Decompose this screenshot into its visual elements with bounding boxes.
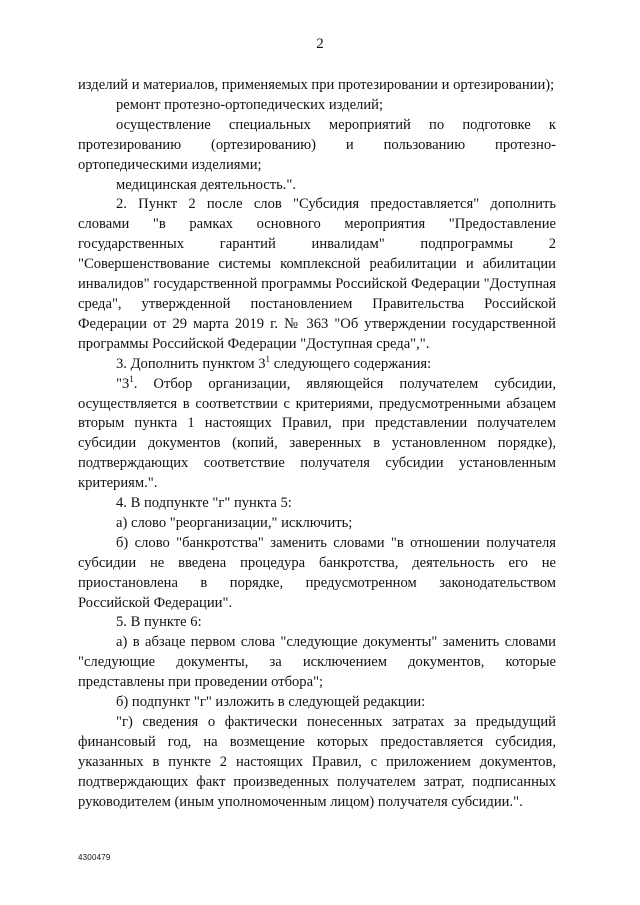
paragraph: осуществление специальных мероприятий по подготовке к протезированию (ортезированию) и пользованию протезно-ортопедическими изделиями; [78, 116, 556, 173]
paragraph: б) слово "банкротства" заменить словами "в отношении получателя субсидии не введена процедура банкротства, деятельность его не приостановлена в порядке, предусмотренном законодательством Российской Федерации". [78, 534, 556, 611]
paragraph: 4. В подпункте "г" пункта 5: [116, 495, 292, 512]
paragraph-text: . Отбор организации, являющейся получателем субсидии, осуществляется в соответствии с критериями, предусмотренными абзацем вторым пункта 1 настоящих Правил, при представлении получателем субсидии документов (копий, заверенных в установленном порядке), подтверждающих соответствие получателя субсидии установленным критериям.". [78, 375, 556, 492]
paragraph: ремонт протезно-ортопедических изделий; [116, 96, 384, 113]
paragraph: медицинская деятельность.". [116, 176, 297, 193]
paragraph: б) подпункт "г" изложить в следующей редакции: [116, 694, 426, 711]
paragraph [78, 355, 556, 375]
paragraph: а) слово "реорганизации," исключить; [116, 514, 353, 531]
paragraph-text: "3 [116, 375, 130, 392]
document-body [78, 76, 556, 813]
paragraph: "г) сведения о фактически понесенных затратах за предыдущий финансовый год, на возмещение которых предоставляется субсидия, указанных в пункте 2 настоящих Правил, с приложением документов, подтверждающих факт произведенных получателем затрат, подписанных руководителем (иным уполномоченным лицом) получателя субсидии.". [78, 714, 556, 810]
paragraph [78, 375, 556, 494]
superscript: 1 [129, 373, 134, 384]
document-code: 4300479 [78, 853, 111, 862]
superscript: 1 [265, 353, 271, 364]
paragraph: 5. В пункте 6: [116, 614, 202, 631]
paragraph: а) в абзаце первом слова "следующие документы" заменить словами "следующие документы, за исключением документов, которые представлены при проведении отбора"; [78, 634, 556, 691]
paragraph: 2. Пункт 2 после слов "Субсидия предоставляется" дополнить словами "в рамках основного мероприятия "Предоставление государственных гарантий инвалидам" подпрограммы 2 "Совершенствование системы комплексной реабилитации и абилитации инвалидов" государственной программы Российской Федерации "Доступная среда", утвержденной постановлением Правительства Российской Федерации от 29 марта 2019 г. № 363 "Об утверждении государственной программы Российской Федерации "Доступная среда",". [78, 196, 556, 352]
page-number: 2 [316, 36, 324, 52]
paragraph: изделий и материалов, применяемых при протезировании и ортезировании); [78, 77, 555, 93]
paragraph-text: 3. Дополнить пунктом 3 [116, 355, 266, 372]
paragraph-text: следующего содержания: [270, 355, 432, 372]
